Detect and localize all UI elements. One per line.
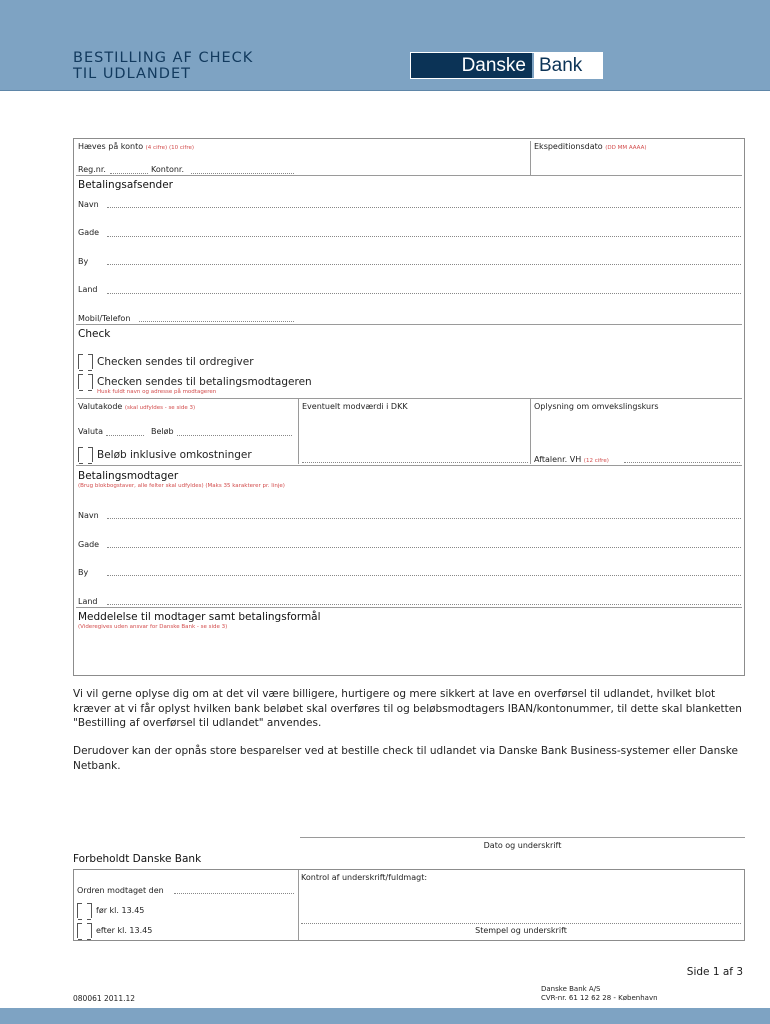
currency-label: Valuta xyxy=(78,427,104,436)
section-divider xyxy=(76,398,742,399)
recipient-name-field[interactable] xyxy=(107,518,741,519)
before-1345-checkbox[interactable] xyxy=(77,903,92,918)
account-hint: (4 cifre) (10 cifre) xyxy=(145,145,195,151)
section-divider xyxy=(76,324,742,325)
reserved-box xyxy=(73,869,745,941)
recipient-hint: (Brug blokbogstaver, alle felter skal udfyldes) (Maks 35 karakterer pr. linje) xyxy=(78,483,285,489)
send-to-payer-checkbox[interactable] xyxy=(78,354,93,369)
order-form xyxy=(73,138,745,676)
dkk-value-line xyxy=(302,462,528,463)
execution-date-label xyxy=(534,142,646,152)
message-hint: (Videregives uden ansvar for Danske Bank - se side 3) xyxy=(78,624,228,630)
agreement-number-text: Aftalenr. VH xyxy=(534,455,582,464)
page-number: Side 1 af 3 xyxy=(686,966,743,978)
sender-city-field[interactable] xyxy=(107,264,741,265)
reserved-section-title: Forbeholdt Danske Bank xyxy=(73,853,202,865)
execution-date-text: Ekspeditionsdato xyxy=(534,142,603,151)
send-to-payee-checkbox[interactable] xyxy=(78,374,93,389)
currency-divider-1 xyxy=(298,399,299,464)
date-divider xyxy=(530,141,531,175)
date-signature-label: Dato og underskrift xyxy=(483,841,562,850)
agreement-number-label xyxy=(534,455,609,465)
recipient-street-field[interactable] xyxy=(107,547,741,548)
stamp-signature-label: Stempel og underskrift xyxy=(475,926,567,935)
document-title-line-2: TIL UDLANDET xyxy=(73,66,191,82)
company-cvr: CVR-nr. 61 12 62 28 - København xyxy=(541,994,658,1002)
execution-date-field[interactable] xyxy=(534,153,742,173)
amount-incl-costs-label: Beløb inklusive omkostninger xyxy=(97,449,252,461)
section-divider xyxy=(76,175,742,176)
exchange-rate-field[interactable] xyxy=(534,415,740,445)
received-date-label: Ordren modtaget den xyxy=(77,886,164,895)
sender-city-label: By xyxy=(78,257,89,266)
logo-danske-text: Danske xyxy=(411,53,532,78)
info-paragraph-2: Derudover kan der opnås store besparelser ved at bestille check til udlandet via Danske Bank Business-systemer eller Danske Netbank. xyxy=(73,745,738,772)
danske-bank-logo xyxy=(410,52,603,79)
sender-street-label: Gade xyxy=(78,228,100,237)
amount-field[interactable] xyxy=(177,435,292,436)
agreement-number-field[interactable] xyxy=(624,462,740,463)
date-signature-line[interactable] xyxy=(300,837,745,838)
sender-name-field[interactable] xyxy=(107,207,741,208)
dkk-value-label: Eventuelt modværdi i DKK xyxy=(302,402,408,411)
sender-section-title: Betalingsafsender xyxy=(78,179,173,191)
sender-name-label: Navn xyxy=(78,200,99,209)
sender-phone-label: Mobil/Telefon xyxy=(78,314,131,323)
reserved-divider xyxy=(298,870,299,940)
before-1345-label: før kl. 13.45 xyxy=(96,906,145,915)
check-section-title: Check xyxy=(78,328,111,340)
sender-phone-field[interactable] xyxy=(139,321,294,322)
reg-number-label: Reg.nr. xyxy=(78,165,106,174)
account-label xyxy=(78,142,194,152)
form-code: 080061 2011.12 xyxy=(73,994,136,1003)
stamp-signature-line[interactable] xyxy=(301,923,741,924)
account-label-text: Hæves på konto xyxy=(78,142,144,151)
signature-control-label: Kontrol af underskrift/fuldmagt: xyxy=(301,873,428,882)
after-1345-checkbox[interactable] xyxy=(77,923,92,938)
execution-date-hint: (DD MM AAAA) xyxy=(605,145,647,151)
section-divider xyxy=(76,465,742,466)
currency-code-label xyxy=(78,402,195,412)
signature-control-field[interactable] xyxy=(301,885,741,921)
account-number-label: Kontonr. xyxy=(151,165,185,174)
recipient-city-label: By xyxy=(78,568,89,577)
logo-bank-text: Bank xyxy=(532,53,602,78)
recipient-street-label: Gade xyxy=(78,540,100,549)
message-field[interactable] xyxy=(78,633,740,673)
agreement-number-hint: (12 cifre) xyxy=(583,458,609,464)
currency-code-text: Valutakode xyxy=(78,402,123,411)
send-to-payer-label: Checken sendes til ordregiver xyxy=(97,356,254,368)
currency-field[interactable] xyxy=(106,435,144,436)
send-to-payee-note: Husk fuldt navn og adresse på modtageren xyxy=(97,389,217,395)
recipient-section-title: Betalingsmodtager xyxy=(78,470,179,482)
reg-number-field[interactable] xyxy=(110,173,148,174)
account-number-field[interactable] xyxy=(191,173,294,174)
info-paragraph-1: Vi vil gerne oplyse dig om at det vil være billigere, hurtigere og mere sikkert at lave en overførsel til udlandet, hvilket blot kræver at vi får oplyst hvilken bank beløbet skal overføres til og beløbsmodtagers IBAN/kontonummer, til dette skal blanketten "Bestilling af overførsel til udlandet" anvendes. xyxy=(73,688,742,729)
currency-divider-2 xyxy=(530,399,531,464)
send-to-payee-label: Checken sendes til betalingsmodtageren xyxy=(97,376,312,388)
message-section-title: Meddelelse til modtager samt betalingsformål xyxy=(78,611,321,623)
received-date-field[interactable] xyxy=(174,893,294,894)
amount-incl-costs-checkbox[interactable] xyxy=(78,447,93,462)
company-name: Danske Bank A/S xyxy=(541,985,601,993)
document-title xyxy=(73,50,373,82)
section-divider xyxy=(76,607,742,608)
sender-country-label: Land xyxy=(78,285,98,294)
sender-country-field[interactable] xyxy=(107,293,741,294)
recipient-country-label: Land xyxy=(78,597,98,606)
amount-label: Beløb xyxy=(151,427,174,436)
recipient-city-field[interactable] xyxy=(107,575,741,576)
recipient-name-label: Navn xyxy=(78,511,99,520)
exchange-rate-label: Oplysning om omvekslingskurs xyxy=(534,402,659,411)
after-1345-label: efter kl. 13.45 xyxy=(96,926,153,935)
dkk-value-field[interactable] xyxy=(302,415,528,459)
recipient-country-field[interactable] xyxy=(107,604,741,605)
footer-band xyxy=(0,1008,770,1024)
sender-street-field[interactable] xyxy=(107,236,741,237)
document-title-line-1: BESTILLING AF CHECK xyxy=(73,50,254,66)
currency-code-hint: (skal udfyldes - se side 3) xyxy=(124,405,196,411)
header-band xyxy=(0,0,770,91)
